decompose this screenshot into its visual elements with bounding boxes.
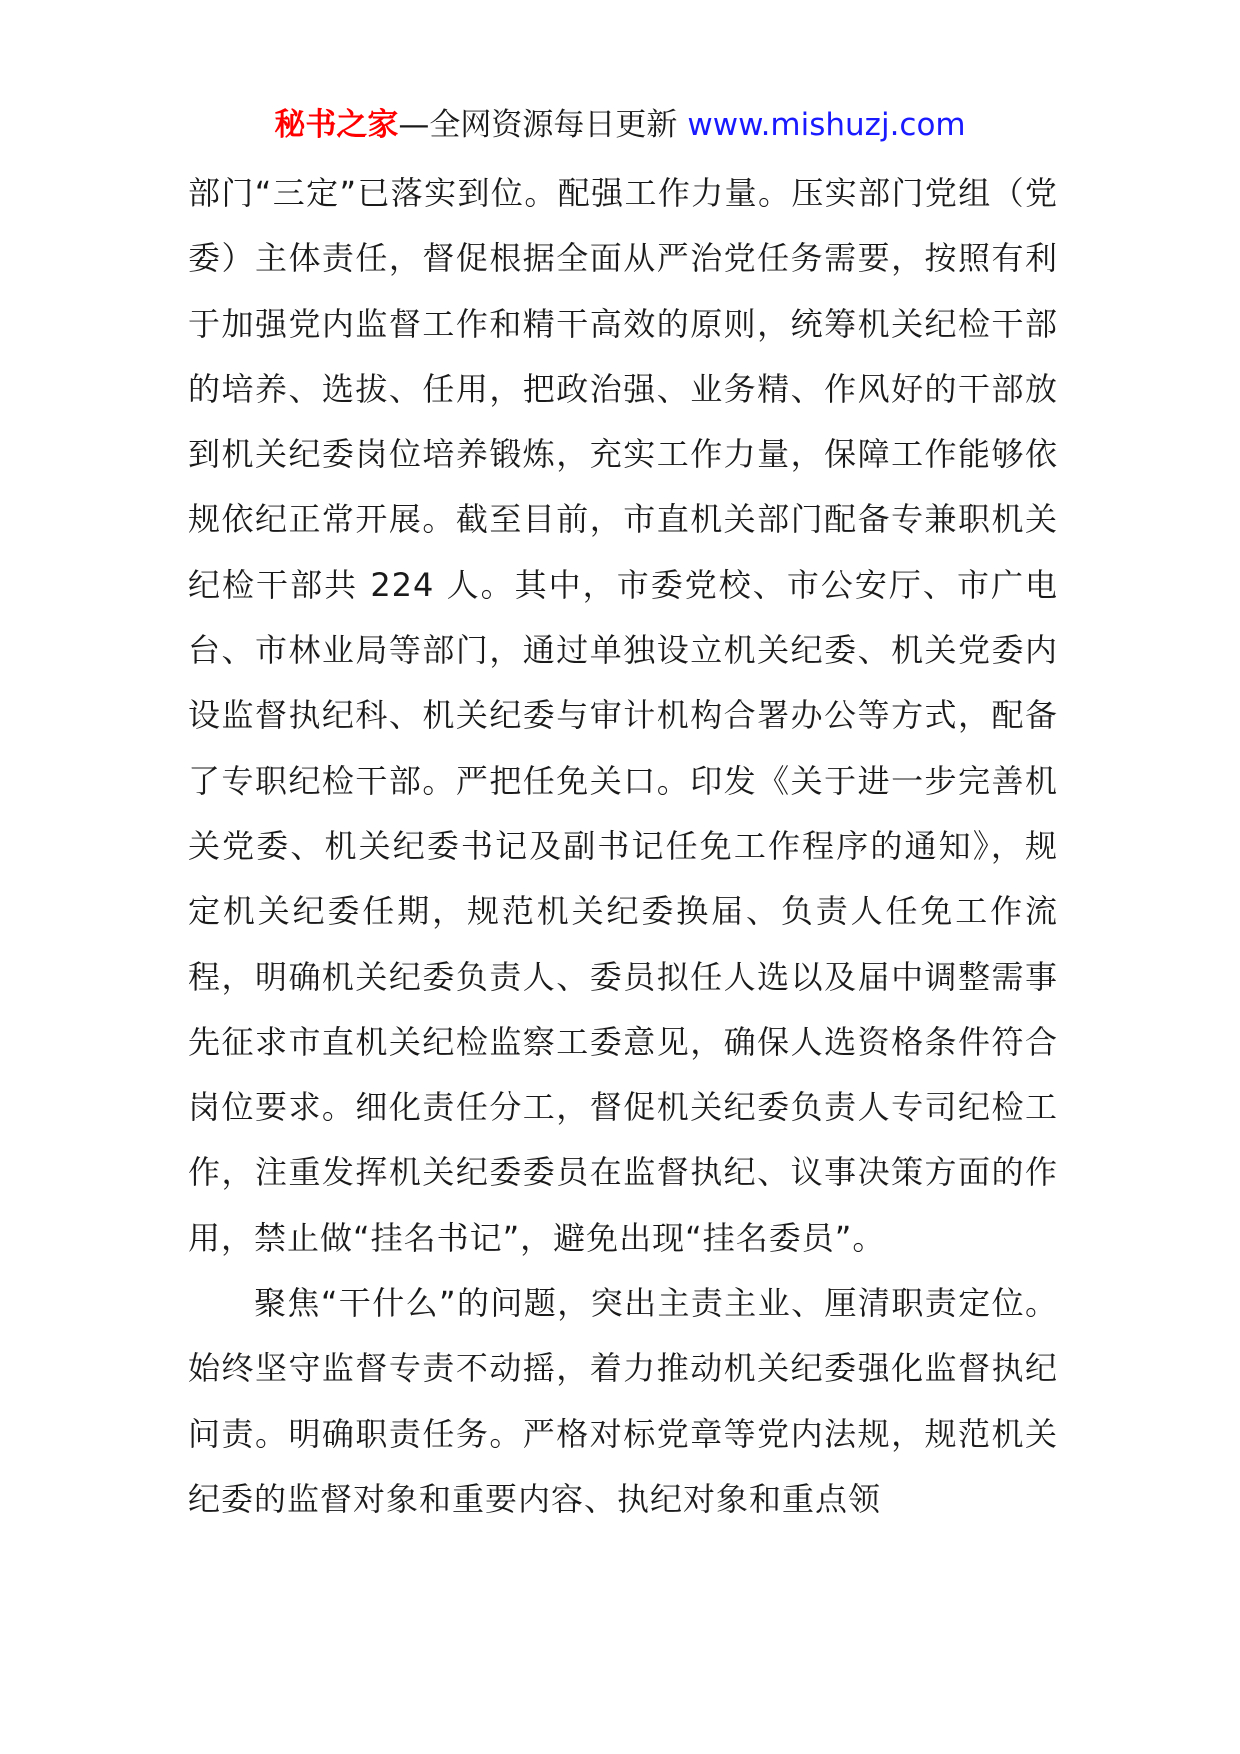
paragraph: 聚焦“干什么”的问题，突出主责主业、厘清职责定位。始终坚守监督专责不动摇，着力推动机关纪委强化监督执纪问责。明确职责任务。严格对标党章等党内法规，规范机关纪委的监督对象和重要内容、执纪对象和重点领 bbox=[188, 1284, 1058, 1518]
site-url-link[interactable]: www.mishuzj.com bbox=[687, 107, 966, 143]
document-body bbox=[188, 161, 1058, 1532]
header-tagline: —全网资源每日更新 bbox=[398, 107, 678, 143]
paragraph-continued: 部门“三定”已落实到位。配强工作力量。压实部门党组（党委）主体责任，督促根据全面从严治党任务需要，按照有利于加强党内监督工作和精干高效的原则，统筹机关纪检干部的培养、选拔、任用，把政治强、业务精、作风好的干部放到机关纪委岗位培养锻炼，充实工作力量，保障工作能够依规依纪正常开展。截至目前，市直机关部门配备专兼职机关纪检干部共 224 人。其中，市委党校、市公安厅、市广电台、市林业局等部门，通过单独设立机关纪委、机关党委内设监督执纪科、机关纪委与审计机构合署办公等方式，配备了专职纪检干部。严把任免关口。印发《关于进一步完善机关党委、机关纪委书记及副书记任免工作程序的通知》，规定机关纪委任期，规范机关纪委换届、负责人任免工作流程，明确机关纪委负责人、委员拟任人选以及届中调整需事先征求市直机关纪检监察工委意见，确保人选资格条件符合岗位要求。细化责任分工，督促机关纪委负责人专司纪检工作，注重发挥机关纪委委员在监督执纪、议事决策方面的作用，禁止做“挂名书记”，避免出现“挂名委员”。 bbox=[188, 174, 1058, 1257]
brand-name: 秘书之家 bbox=[274, 107, 399, 143]
site-header bbox=[0, 100, 1240, 150]
